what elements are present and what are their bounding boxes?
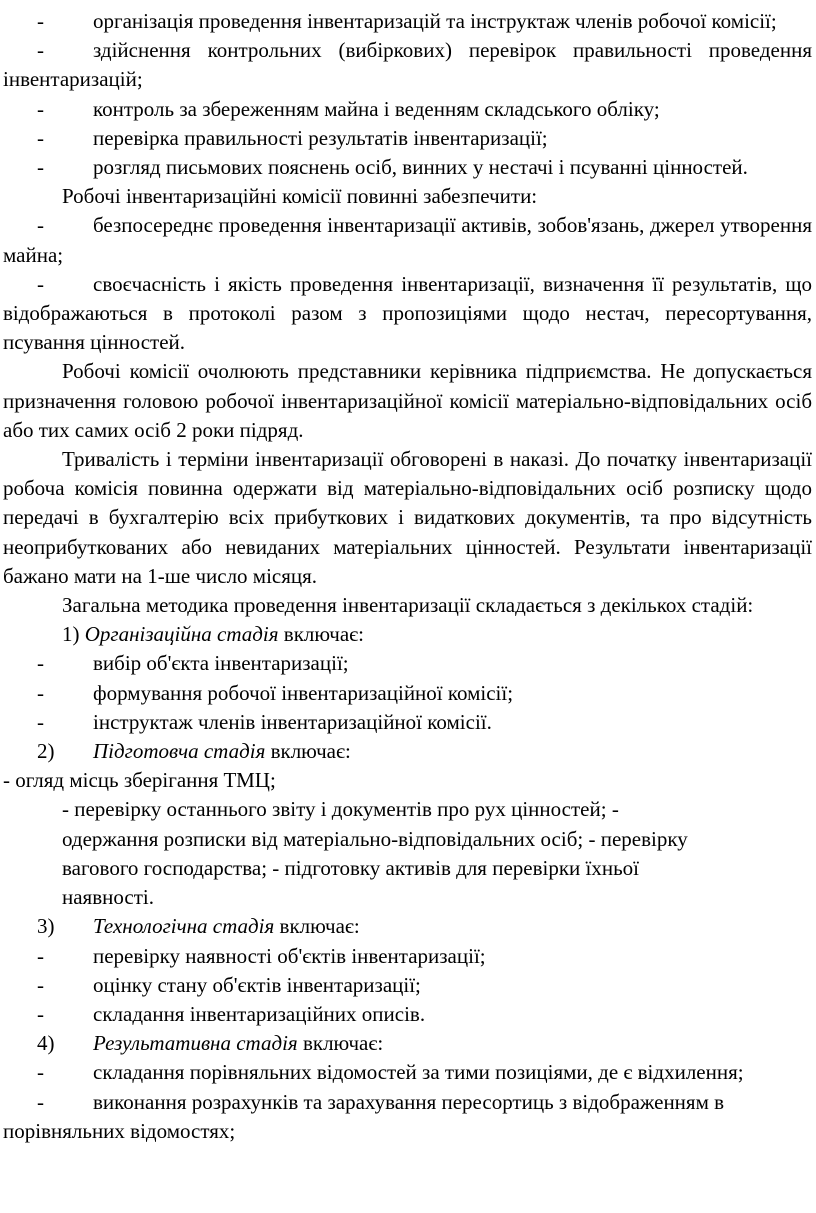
dash-marker: -	[37, 271, 44, 296]
stage-number: 3)	[37, 914, 55, 939]
stage-number: 1)	[62, 622, 80, 647]
stage-heading: 2) Підготовча стадія включає:	[3, 737, 812, 766]
dash-marker: -	[37, 9, 44, 33]
bullet-line: - виконання розрахунків та зарахування пересортиць з відображенням в порівняльних відомостях;	[3, 1089, 725, 1143]
stage-title: Технологічна стадія	[93, 914, 275, 939]
dash-marker: -	[37, 651, 44, 676]
stage-number: 2)	[37, 739, 55, 764]
bullet-line: - складання інвентаризаційних описів.	[3, 1000, 812, 1029]
paragraph: Робочі інвентаризаційні комісії повинні забезпечити:	[62, 184, 538, 209]
bullet-line: - контроль за збереженням майна і веденням складського обліку;	[3, 95, 812, 124]
bullet-line: - вибір об'єкта інвентаризації;	[3, 649, 812, 678]
stage-number: 4)	[37, 1031, 55, 1056]
list-block: - перевірку останнього звіту і документів про рух цінностей; - одержання розписки від матеріально-відповідальних осіб; - перевірку вагового господарства; - підготовку активів для перевірки їхньої наявності.	[62, 797, 688, 910]
paragraph: Тривалість і терміни інвентаризації обговорені в наказі. До початку інвентаризації робоча комісія повинна одержати від матеріально-відповідальних осіб розписку щодо передачі в бухгалтерію всіх прибуткових і видаткових документів, та про відсутність неоприбуткованих або невиданих матеріальних цінностей. Результати інвентаризації бажано мати на 1-ше число місяця.	[3, 447, 812, 588]
dash-marker: -	[37, 972, 44, 997]
bullet-line: - формування робочої інвентаризаційної комісії;	[3, 679, 812, 708]
dash-marker: -	[37, 1060, 44, 1085]
bullet-line: - перевірку наявності об'єктів інвентаризації;	[3, 942, 812, 971]
dash-marker: -	[37, 213, 44, 238]
bullet-line: - розгляд письмових пояснень осіб, винних у нестачі і псуванні цінностей.	[3, 153, 812, 182]
bullet-line: - складання порівняльних відомостей за тими позиціями, де є відхилення;	[3, 1058, 812, 1087]
stage-title: Підготовча стадія	[93, 739, 266, 764]
paragraph: Робочі комісії очолюють представники керівника підприємства. Не допускається призначення головою робочої інвентаризаційної комісії матеріально-відповідальних осіб або тих самих осіб 2 роки підряд.	[3, 359, 812, 442]
bullet-line: - перевірка правильності результатів інвентаризації;	[3, 124, 812, 153]
dash-marker: -	[37, 38, 44, 63]
dash-marker: -	[37, 125, 44, 150]
paragraph: Загальна методика проведення інвентаризації складається з декількох стадій:	[62, 593, 754, 618]
dash-marker: -	[37, 943, 44, 968]
stage-heading: 3) Технологічна стадія включає:	[3, 912, 812, 941]
dash-marker: -	[37, 709, 44, 734]
stage-title: Результативна стадія	[93, 1031, 298, 1056]
list-line: - огляд місць зберігання ТМЦ;	[3, 768, 276, 793]
bullet-line: - інструктаж членів інвентаризаційної комісії.	[3, 708, 812, 737]
stage-heading: 4) Результативна стадія включає:	[3, 1029, 812, 1058]
stage-heading: 1) Організаційна стадія включає:	[62, 622, 364, 647]
stage-title: Організаційна стадія	[84, 622, 279, 647]
dash-marker: -	[37, 1001, 44, 1026]
dash-marker: -	[37, 680, 44, 705]
bullet-line: - своєчасність і якість проведення інвентаризації, визначення її результатів, що відображаються в протоколі разом з пропозиціями щодо нестач, пересортування, псування цінностей.	[3, 271, 812, 355]
dash-marker: -	[37, 96, 44, 121]
bullet-line: - оцінку стану об'єктів інвентаризації;	[3, 971, 812, 1000]
bullet-line: - організація проведення інвентаризацій та інструктаж членів робочої комісії;	[3, 7, 812, 36]
bullet-line: - здійснення контрольних (вибіркових) перевірок правильності проведення інвентаризацій;	[3, 38, 812, 92]
dash-marker: -	[37, 155, 44, 180]
bullet-line: - безпосереднє проведення інвентаризації активів, зобов'язань, джерел утворення майна;	[3, 213, 812, 267]
dash-marker: -	[37, 1089, 44, 1114]
